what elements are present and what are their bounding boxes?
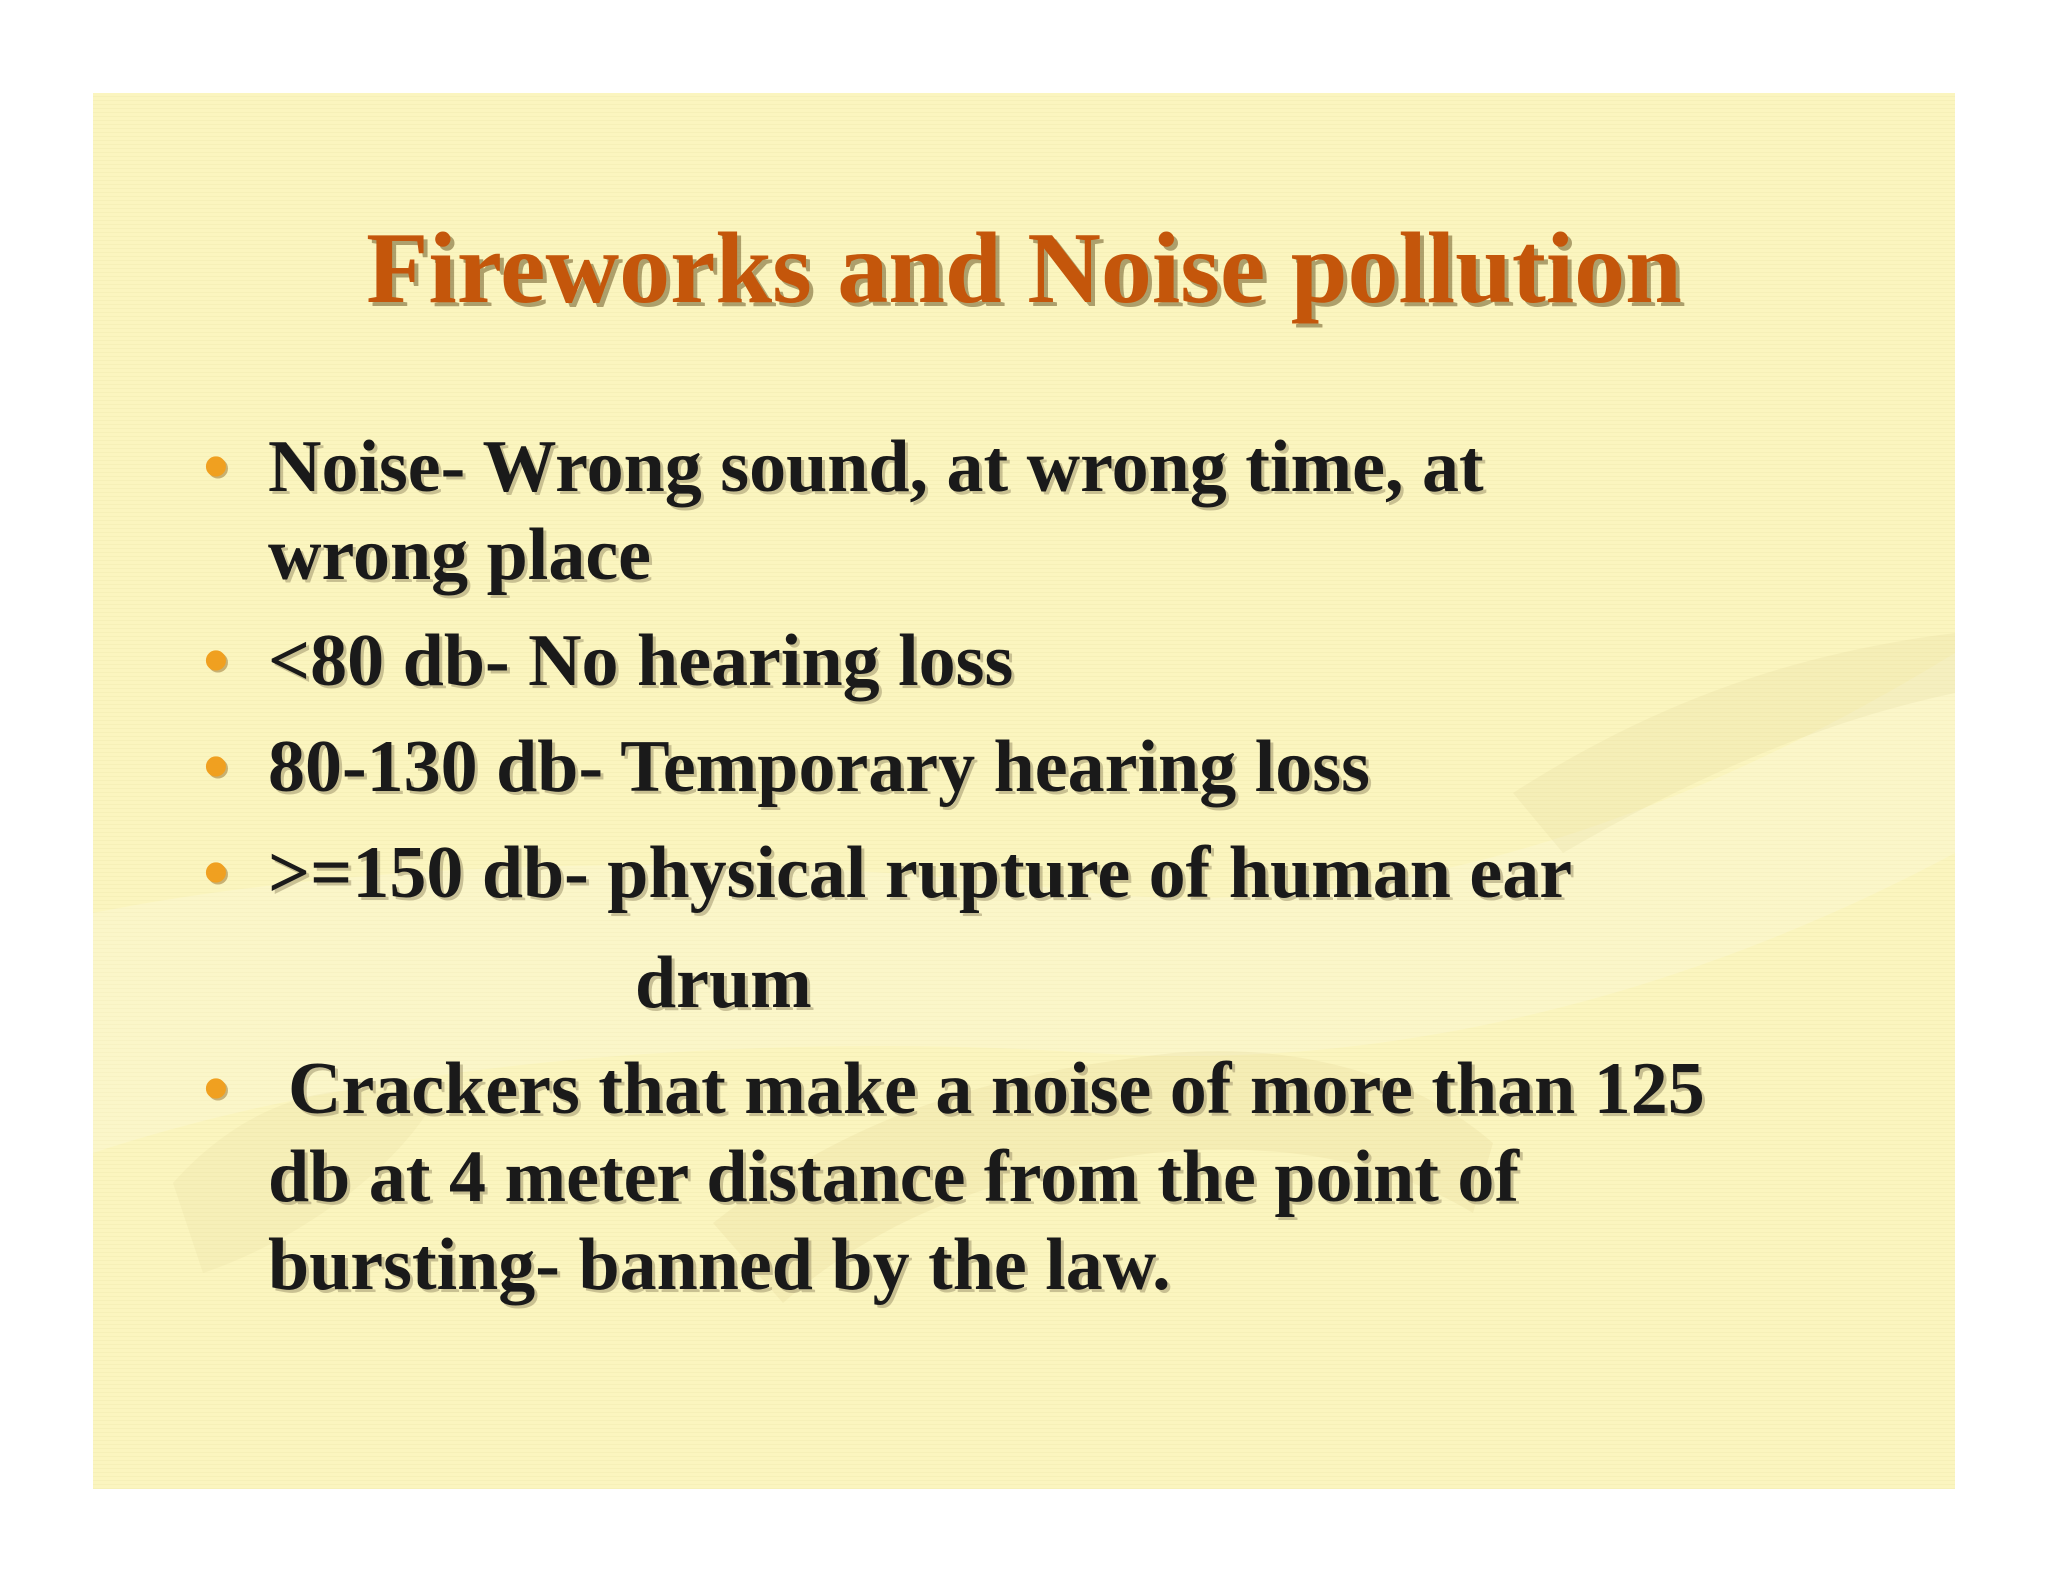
slide	[93, 93, 1955, 1489]
bullet-text-line: 80-130 db- Temporary hearing loss	[268, 726, 1370, 808]
bullet-text-line: wrong place	[268, 514, 652, 596]
bullet-text-line: Noise- Wrong sound, at wrong time, at	[268, 426, 1484, 508]
bullet-dot-icon: •	[203, 426, 229, 508]
bullet-dot-icon: •	[203, 1048, 229, 1130]
bullet-item-below-80	[203, 617, 1923, 705]
bullet-item-150-plus	[203, 829, 1923, 1027]
bullet-dot-icon: •	[203, 620, 229, 702]
bullet-text-line: db at 4 meter distance from the point of	[268, 1136, 1520, 1218]
bullet-item-crackers-law	[203, 1045, 1923, 1309]
bullet-text-line: bursting- banned by the law.	[268, 1224, 1171, 1306]
bullet-dot-icon: •	[203, 832, 229, 914]
slide-title: Fireworks and Noise pollution	[366, 212, 1682, 325]
bullet-dot-icon: •	[203, 726, 229, 808]
bullet-item-80-130	[203, 723, 1923, 811]
bullet-text-line: <80 db- No hearing loss	[268, 620, 1014, 702]
bullet-text-line: Crackers that make a noise of more than 125	[288, 1048, 1705, 1130]
bullet-text-line: drum	[635, 942, 812, 1024]
bullet-text-line: >=150 db- physical rupture of human ear	[268, 832, 1573, 914]
bullet-list	[203, 423, 1923, 1309]
bullet-item-noise-definition	[203, 423, 1923, 599]
